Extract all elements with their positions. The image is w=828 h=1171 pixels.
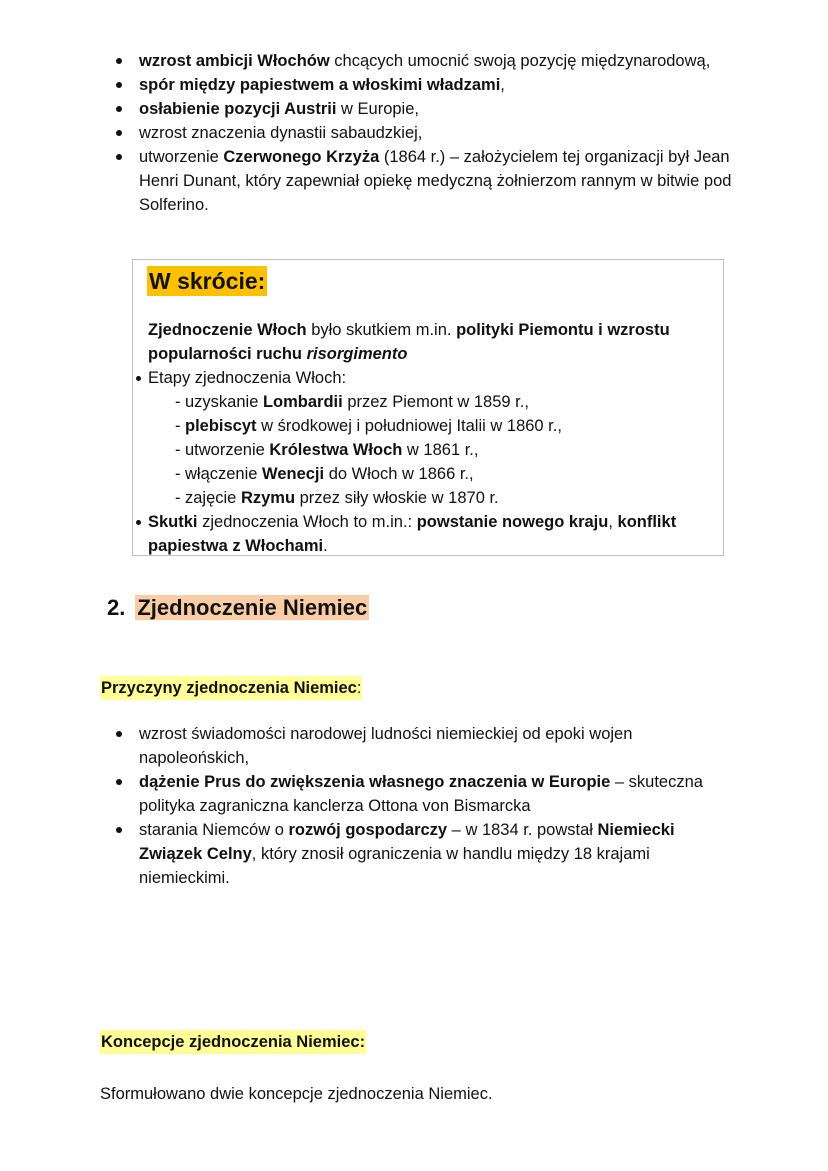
section-number: 2. bbox=[107, 595, 126, 620]
italy-causes-list bbox=[114, 49, 734, 217]
stage-item: - plebiscyt w środkowej i południowej Italii w 1860 r., bbox=[175, 417, 562, 435]
list-item: utworzenie Czerwonego Krzyża (1864 r.) – założycielem tej organizacji był Jean Henri Dunant, który zapewniał opiekę medyczną żołnierzom rannym w bitwie pod Solferino. bbox=[114, 145, 734, 217]
stages-label: Etapy zjednoczenia Włoch: bbox=[133, 366, 718, 390]
list-item: starania Niemców o rozwój gospodarczy – w 1834 r. powstał Niemiecki Związek Celny, który znosił ograniczenia w handlu między 18 krajami niemieckimi. bbox=[114, 818, 734, 890]
list-item: wzrost ambicji Włochów chcących umocnić swoją pozycję międzynarodową, bbox=[114, 49, 734, 73]
stage-item: - zajęcie Rzymu przez siły włoskie w 1870 r. bbox=[175, 489, 499, 507]
section-heading bbox=[107, 592, 369, 624]
stage-item: - włączenie Wenecji do Włoch w 1866 r., bbox=[175, 465, 474, 483]
summary-content bbox=[133, 318, 718, 558]
stage-item: - uzyskanie Lombardii przez Piemont w 1859 r., bbox=[175, 393, 529, 411]
list-item: osłabienie pozycji Austrii w Europie, bbox=[114, 97, 734, 121]
list-item: wzrost świadomości narodowej ludności niemieckiej od epoki wojen napoleońskich, bbox=[114, 722, 734, 770]
effects-item: Skutki zjednoczenia Włoch to m.in.: powstanie nowego kraju, konflikt papiestwa z Włochami. bbox=[133, 510, 718, 558]
stage-item: - utworzenie Królestwa Włoch w 1861 r., bbox=[175, 441, 479, 459]
concepts-heading: Koncepcje zjednoczenia Niemiec: bbox=[100, 1030, 366, 1054]
causes-heading: Przyczyny zjednoczenia Niemiec: bbox=[100, 676, 362, 700]
summary-paragraph: Zjednoczenie Włoch było skutkiem m.in. polityki Piemontu i wzrostu popularności ruchu risorgimento bbox=[148, 321, 670, 363]
section-title: Zjednoczenie Niemiec bbox=[137, 595, 368, 620]
summary-title: W skrócie: bbox=[149, 268, 266, 294]
list-item: spór między papiestwem a włoskimi władzami, bbox=[114, 73, 734, 97]
germany-causes-list bbox=[114, 722, 734, 890]
summary-box bbox=[132, 259, 724, 556]
concepts-text: Sformułowano dwie koncepcje zjednoczenia Niemiec. bbox=[100, 1085, 493, 1103]
list-item: wzrost znaczenia dynastii sabaudzkiej, bbox=[114, 121, 734, 145]
list-item: dążenie Prus do zwiększenia własnego znaczenia w Europie – skuteczna polityka zagraniczna kanclerza Ottona von Bismarcka bbox=[114, 770, 734, 818]
